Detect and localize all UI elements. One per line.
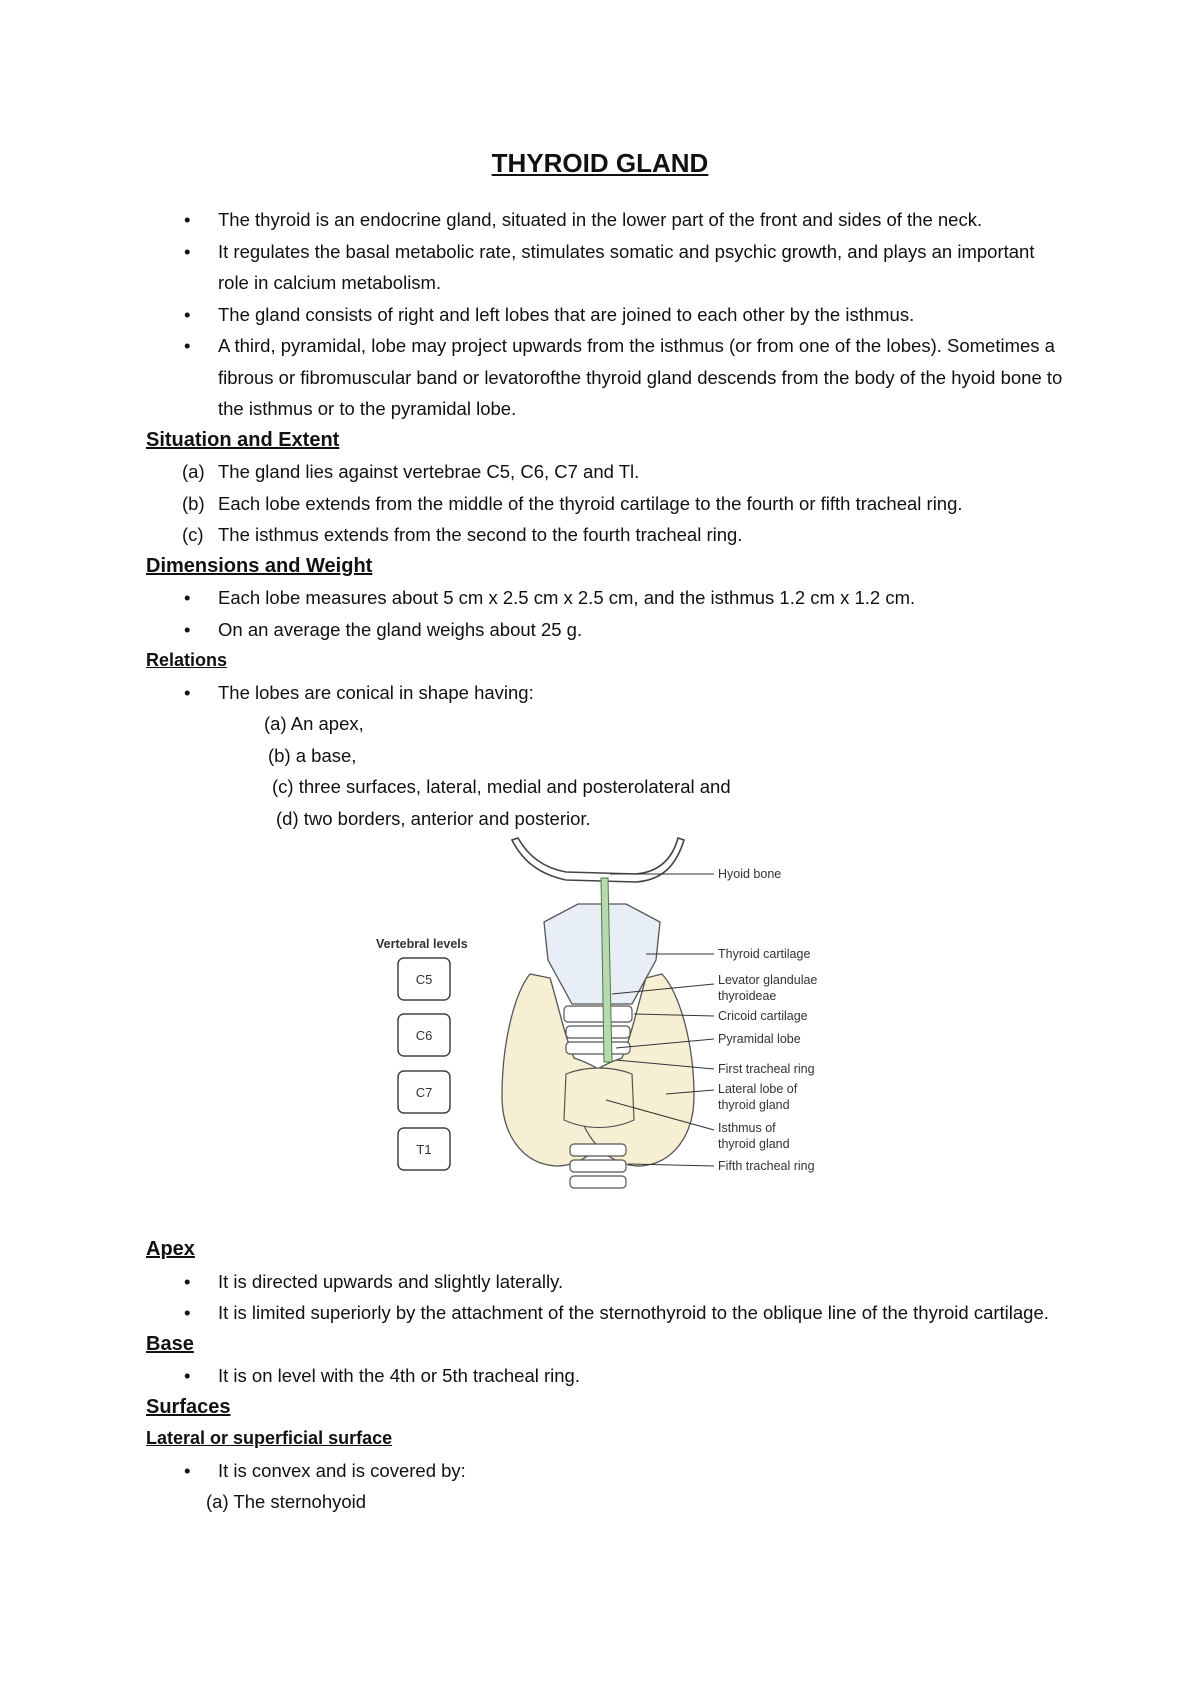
label-lateral-lobe-1: Lateral lobe of [718,1082,798,1096]
label-cricoid-cartilage: Cricoid cartilage [718,1009,808,1023]
item-text: Each lobe extends from the middle of the thyroid cartilage to the fourth or fifth tracheal ring. [218,492,963,514]
label-levator-2: thyroideae [718,989,777,1003]
item-label: (b) [182,492,205,514]
svg-text:C5: C5 [415,972,433,987]
surfaces-bullet: • It is convex and is covered by: [146,1455,1066,1487]
situation-item [146,488,1066,520]
label-isthmus-1: Isthmus of [718,1121,776,1135]
document-body [146,204,1066,1518]
relations-sub-item: (d) two borders, anterior and posterior. [276,807,591,829]
intro-bullet: • It regulates the basal metabolic rate, stimulates somatic and psychic growth, and plays an important role in calcium metabolism. [146,236,1066,299]
surfaces-sub-item: (a) The sternohyoid [206,1491,367,1512]
label-levator-1: Levator glandulae [718,973,818,987]
label-hyoid-bone: Hyoid bone [718,867,782,881]
label-pyramidal-lobe: Pyramidal lobe [718,1032,801,1046]
svg-text:C6: C6 [415,1028,433,1043]
intro-bullet: • The gland consists of right and left lobes that are joined to each other by the isthmus. [146,299,1066,331]
dimensions-bullet: • On an average the gland weighs about 25 g. [146,614,1066,646]
intro-bullet: • The thyroid is an endocrine gland, situated in the lower part of the front and sides of the neck. [146,204,1066,236]
situation-heading: Situation and Extent [146,428,340,451]
vertebra-t1 [398,1128,450,1170]
label-first-tracheal-ring: First tracheal ring [718,1062,815,1076]
relations-heading: Relations [146,650,228,670]
intro-bullet: • A third, pyramidal, lobe may project upwards from the isthmus (or from one of the lobes). Sometimes a fibrous or fibromuscular band or levatorofthe thyroid gland descends from the body of the hyoid bone to the isthmus or to the pyramidal lobe. [146,330,1066,425]
surfaces-heading: Surfaces [146,1395,231,1418]
item-label: (c) [182,524,204,545]
vertebra-c7 [398,1071,450,1113]
apex-bullet: • It is directed upwards and slightly laterally. [146,1266,1066,1298]
svg-text:T1: T1 [416,1142,432,1157]
label-isthmus-2: thyroid gland [718,1137,790,1151]
item-text: The gland lies against vertebrae C5, C6, C7 and Tl. [218,461,640,482]
relations-sub-item: (a) An apex, [264,713,364,734]
vertebra-c5 [398,958,450,1000]
relations-sub-item: (c) three surfaces, lateral, medial and posterolateral and [272,776,731,797]
dimensions-bullet: • Each lobe measures about 5 cm x 2.5 cm x 2.5 cm, and the isthmus 1.2 cm x 1.2 cm. [146,582,1066,614]
vertebral-levels-title: Vertebral levels [376,937,468,951]
isthmus-shape [564,1068,634,1128]
base-heading: Base [146,1332,194,1355]
item-text: The isthmus extends from the second to the fourth tracheal ring. [218,524,743,545]
hyoid-bone-shape [512,838,684,882]
label-lateral-lobe-2: thyroid gland [718,1098,790,1112]
base-bullet: • It is on level with the 4th or 5th tracheal ring. [146,1360,1066,1392]
lateral-surface-heading: Lateral or superficial surface [146,1428,393,1448]
situation-item [146,519,1066,551]
apex-bullet: • It is limited superiorly by the attachment of the sternothyroid to the oblique line of the thyroid cartilage. [146,1297,1066,1329]
vertebra-c6 [398,1014,450,1056]
page-title: THYROID GLAND [491,148,709,178]
apex-heading: Apex [146,1238,195,1260]
relations-bullet: • The lobes are conical in shape having: [146,677,1066,709]
svg-text:C7: C7 [415,1085,433,1100]
relations-sub-item: (b) a base, [268,744,357,766]
thyroid-figure [146,834,1066,1234]
label-fifth-tracheal-ring: Fifth tracheal ring [718,1159,815,1173]
dimensions-heading: Dimensions and Weight [146,554,373,577]
item-label: (a) [182,461,205,482]
thyroid-diagram [146,834,1066,1234]
situation-item [146,456,1066,488]
label-thyroid-cartilage: Thyroid cartilage [718,947,811,961]
